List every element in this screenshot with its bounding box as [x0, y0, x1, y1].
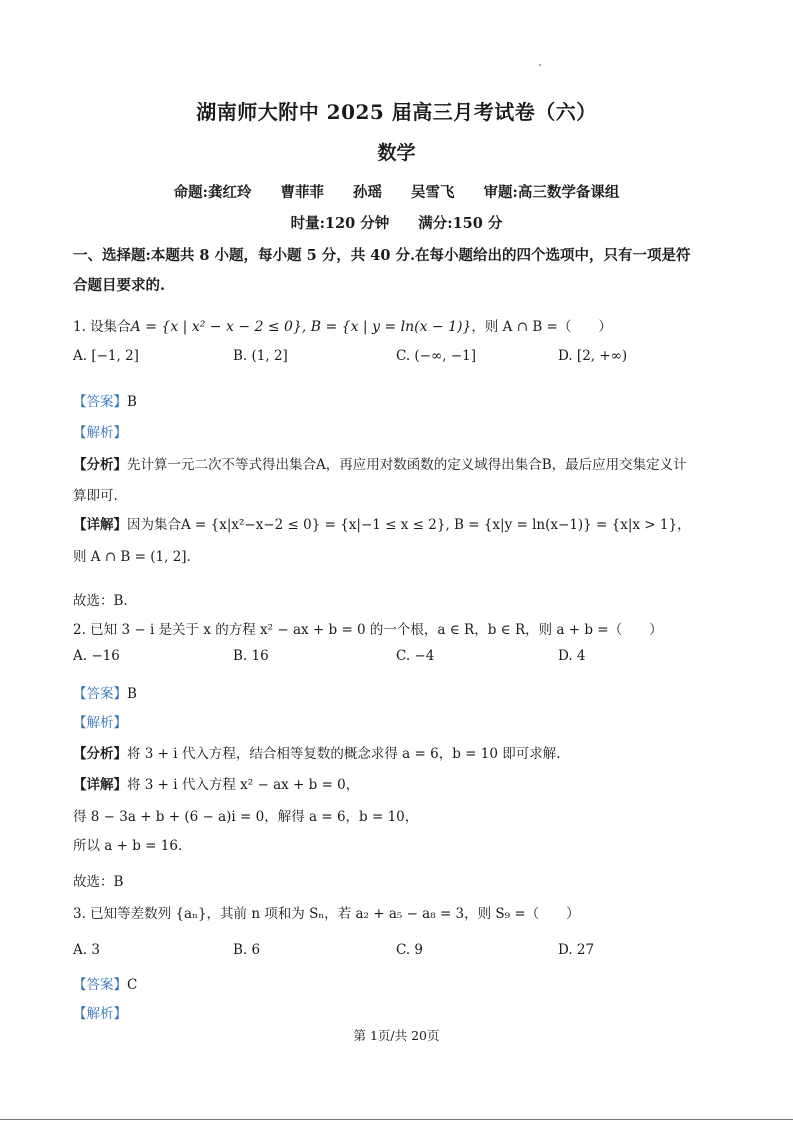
q2-xiangjie-2: 得 8 − 3a + b + (6 − a)i = 0，解得 a = 6，b = 10， — [73, 809, 419, 825]
q1-sets: A = {x | x² − x − 2 ≤ 0}, B = {x | y = ln(x − 1)} — [130, 319, 472, 335]
fenxi-tag: 【分析】 — [73, 457, 127, 473]
page-title: 湖南师大附中 2025 届高三月考试卷（六） — [196, 100, 597, 124]
q2-answer: B — [127, 686, 137, 702]
q1-option-c: C. (−∞, −1] — [396, 348, 477, 364]
answer-tag: 【答案】 — [73, 686, 127, 702]
q2-xiangjie-1 — [73, 773, 359, 793]
q1-xiangjie-1 — [73, 513, 691, 533]
q1-choose: 故选：B. — [73, 593, 128, 609]
q2-stem: 2. 已知 3 − i 是关于 x 的方程 x² − ax + b = 0 的一个根，a ∈ R，b ∈ R，则 a + b =（ ） — [73, 622, 663, 638]
q1-stem — [73, 315, 612, 335]
q3-analysis-tag: 【解析】 — [73, 1006, 127, 1022]
q2-answer-line — [73, 682, 137, 702]
q3-option-b: B. 6 — [233, 942, 261, 958]
q2-xiangjie-3: 所以 a + b = 16. — [73, 838, 183, 854]
fenxi-tag: 【分析】 — [73, 746, 127, 762]
page-number: 第 1页/共 20页 — [353, 1028, 440, 1043]
xiangjie-tag: 【详解】 — [73, 777, 127, 793]
q2-option-c: C. −4 — [396, 648, 435, 664]
scan-dot — [539, 64, 541, 66]
q2-option-a: A. −16 — [73, 648, 120, 664]
q1-answer: B — [127, 394, 137, 410]
q2-xiangjie-text: 将 3 + i 代入方程 x² − ax + b = 0， — [127, 777, 360, 793]
authors-line: 命题:龚红玲 曹菲菲 孙瑶 吴雪飞 审题:高三数学备课组 — [173, 184, 620, 201]
answer-tag: 【答案】 — [73, 394, 127, 410]
q1-answer-line — [73, 390, 137, 410]
q1-fenxi-1 — [73, 453, 687, 473]
q1-stem-suffix: ，则 A ∩ B =（ ） — [471, 319, 612, 335]
q2-option-b: B. 16 — [233, 648, 269, 664]
q1-fenxi-2: 算即可. — [73, 488, 118, 504]
q1-analysis-tag: 【解析】 — [73, 425, 127, 441]
section-heading-line2: 合题目要求的. — [73, 277, 166, 294]
section-heading-line1: 一、选择题:本题共 8 小题，每小题 5 分，共 40 分.在每小题给出的四个选项中，只有一项是符 — [73, 247, 691, 264]
q3-stem: 3. 已知等差数列 {aₙ}，其前 n 项和为 Sₙ，若 a₂ + a₅ − a₈ = 3，则 S₉ =（ ） — [73, 906, 580, 922]
xiangjie-tag: 【详解】 — [73, 517, 127, 533]
q2-fenxi — [73, 742, 561, 762]
time-score-line: 时量:120 分钟 满分:150 分 — [290, 215, 503, 232]
q2-option-d: D. 4 — [558, 648, 586, 664]
q1-xiangjie-2: 则 A ∩ B = (1, 2]. — [73, 549, 191, 565]
q2-analysis-tag: 【解析】 — [73, 715, 127, 731]
q1-option-a: A. [−1, 2] — [73, 348, 139, 364]
q1-option-b: B. (1, 2] — [233, 348, 288, 364]
q3-option-c: C. 9 — [396, 942, 424, 958]
answer-tag: 【答案】 — [73, 977, 127, 993]
q2-fenxi-text: 将 3 + i 代入方程，结合相等复数的概念求得 a = 6，b = 10 即可求解. — [127, 746, 561, 762]
q1-stem-prefix: 1. 设集合 — [73, 319, 131, 335]
q3-answer: C — [127, 977, 138, 993]
q1-xiangjie-text: 因为集合A = {x|x²−x−2 ≤ 0} = {x|−1 ≤ x ≤ 2}, B = {x|y = ln(x−1)} = {x|x > 1}， — [127, 517, 691, 533]
q2-choose: 故选：B — [73, 874, 124, 890]
q3-answer-line — [73, 973, 137, 993]
q1-option-d: D. [2, +∞) — [558, 348, 628, 364]
bottom-border — [0, 1119, 793, 1120]
q3-option-a: A. 3 — [73, 942, 100, 958]
q3-option-d: D. 27 — [558, 942, 595, 958]
q1-fenxi-text: 先计算一元二次不等式得出集合A，再应用对数函数的定义域得出集合B，最后应用交集定义计 — [127, 457, 687, 473]
subject-heading: 数学 — [377, 142, 416, 164]
